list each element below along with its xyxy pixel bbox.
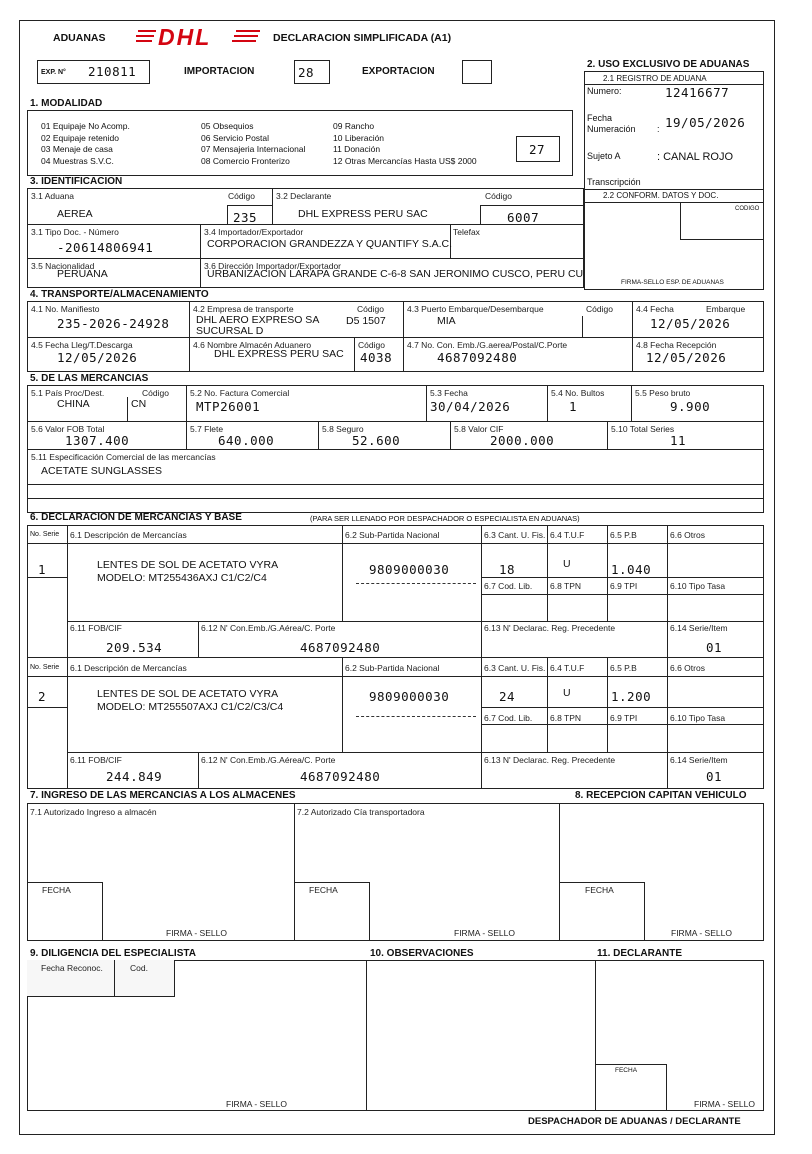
s6-note: (PARA SER LLENADO POR DESPACHADOR O ESPECIALISTA EN ADUANAS) [310,514,580,523]
s4-almacen-value: DHL EXPRESS PERU SAC [214,348,344,360]
s3-tipodoc-value: -20614806941 [57,240,154,255]
s1-opt-03: 03 Menaje de casa [41,144,113,154]
s5-bultos-label: 5.4 No. Bultos [551,388,605,398]
s6-1-declarac-label: 6.13 N' Declarac. Reg. Precedente [484,623,616,633]
exp-value: 210811 [88,64,137,79]
s5-seguro-value: 52.600 [352,433,401,448]
s6-2-otros-label: 6.6 Otros [670,663,705,673]
s1-opt-09: 09 Rancho [333,121,375,131]
s2-numero-value: 12416677 [665,85,730,100]
footer-text: DESPACHADOR DE ADUANAS / DECLARANTE [528,1116,741,1127]
s6-1-cant: 18 [499,562,516,577]
s3-aduana-value: AEREA [57,208,93,220]
s6-1-desc-label: 6.1 Descripción de Mercancías [70,530,187,540]
s6-2-tuf-label: 6.4 T.U.F [550,663,585,673]
s2-firma: FIRMA-SELLO ESP. DE ADUANAS [621,279,724,286]
s1-col1 [41,121,130,167]
s4-fecha-emb-value: 12/05/2026 [650,316,731,331]
s6-2-tuf: U [563,687,571,699]
s4-llegada-value: 12/05/2026 [57,350,138,365]
s5-title: 5. DE LAS MERCANCIAS [30,373,149,384]
s6-1-serieitem: 01 [706,640,723,655]
s6-2-declarac-label: 6.13 N' Declarac. Reg. Precedente [484,755,616,765]
exportacion-label: EXPORTACION [362,66,435,77]
s2-fecha-value: 19/05/2026 [665,115,746,130]
s1-opt-11: 11 Donación [333,144,381,154]
s6-1-desc2: MODELO: MT255436AXJ C1/C2/C4 [97,572,267,584]
s6-2-pb: 1.200 [611,689,652,704]
s6-2-tpi-label: 6.9 TPI [610,713,638,723]
s2-fecha-colon: : [657,124,660,134]
s5-fecha-value: 30/04/2026 [430,399,511,414]
s1-col3 [333,121,477,167]
s5-series-label: 5.10 Total Series [611,424,675,434]
s7-title: 7. INGRESO DE LAS MERCANCIAS A LOS ALMACENES [30,790,296,801]
s3-importador-value: CORPORACION GRANDEZZA Y QUANTIFY S.A.C. [207,238,453,250]
s4-fecha-emb-label: 4.4 Fecha [636,304,674,314]
s6-title: 6. DECLARACION DE MERCANCIAS Y BASE [30,512,242,523]
s5-series-value: 11 [670,433,687,448]
s5-espec-value: ACETATE SUNGLASSES [41,465,162,477]
s6-1-serie-label: No. Serie [30,531,60,538]
s3-declarante-codigo-label: Código [485,191,512,201]
s7-firma-3: FIRMA - SELLO [671,928,732,938]
s3-direccion-value: URBANIZACION LARAPA GRANDE C-6-8 SAN JERONIMO CUSCO, PERU CU [207,268,584,280]
s6-1-tasa-label: 6.10 Tipo Tasa [670,581,726,591]
s6-2-serie-label: No. Serie [30,664,60,671]
s5-pais-label: 5.1 País Proc/Dest. [31,388,105,398]
s4-almacen-codigo-label: Código [358,340,385,350]
s6-2-tpn-label: 6.8 TPN [550,713,582,723]
s9-firma: FIRMA - SELLO [226,1099,287,1109]
s1-opt-08: 08 Comercio Fronterizo [201,155,290,166]
s4-empresa-value1: DHL AERO EXPRESO SA [196,314,320,326]
s1-opt-12: 12 Otras Mercancías Hasta US$ 2000 [333,155,477,166]
s4-conemb-label: 4.7 No. Con. Emb./G.aerea/Postal/C.Porte [407,340,568,350]
s5-cif-label: 5.8 Valor CIF [454,424,504,434]
s6-1-pb-label: 6.5 P.B [610,530,637,540]
s6-2-tasa-label: 6.10 Tipo Tasa [670,713,726,723]
s6-2-conemb-label: 6.12 N' Con.Emb./G.Aérea/C. Porte [201,755,336,765]
s11-firma: FIRMA - SELLO [694,1099,755,1109]
s7-fecha-2: FECHA [309,885,338,895]
s6-2-serie: 2 [38,689,47,704]
s1-opt-10: 10 Liberación [333,132,385,143]
s6-1-subpartida-label: 6.2 Sub-Partida Nacional [345,530,440,540]
s3-telefax-label: Telefax [453,227,480,237]
s4-almacen-code: 4038 [360,350,393,365]
s11-fecha: FECHA [615,1067,638,1074]
s1-opt-05: 05 Obsequios [201,121,254,131]
s5-fob-value: 1307.400 [65,433,130,448]
s6-2-cant: 24 [499,689,516,704]
s1-opt-07: 07 Mensajeria Internacional [201,144,306,154]
s1-value: 27 [529,142,546,157]
dhl-logo-text: DHL [158,24,212,50]
s4-empresa-label: 4.2 Empresa de transporte [193,304,294,314]
exportacion-box [462,60,492,84]
s6-1-tuf: U [563,558,571,570]
s4-empresa-value2: SUCURSAL D [196,325,264,337]
s6-1-desc1: LENTES DE SOL DE ACETATO VYRA [97,559,279,571]
s6-2-conemb: 4687092480 [300,769,381,784]
s6-1-subpartida: 9809000030 [369,562,450,577]
s5-espec-label: 5.11 Especificación Comercial de las mercancías [31,452,216,462]
s9-cod: Cod. [130,963,148,973]
s3-tipodoc-label: 3.1 Tipo Doc. - Número [31,227,119,237]
s5-bultos-value: 1 [569,399,578,414]
s6-2-desc-label: 6.1 Descripción de Mercancías [70,663,187,673]
s6-2-serieitem: 01 [706,769,723,784]
s6-1-fobcif: 209.534 [106,640,163,655]
s3-aduana-label: 3.1 Aduana [31,191,75,201]
s1-opt-01: 01 Equipaje No Acomp. [41,121,130,131]
s2-sujeto-label: Sujeto A [587,151,621,161]
s11-title: 11. DECLARANTE [597,948,683,959]
s6-1-conemb-label: 6.12 N' Con.Emb./G.Aérea/C. Porte [201,623,336,633]
s5-fob-label: 5.6 Valor FOB Total [31,424,105,434]
s6-2-cant-label: 6.3 Cant. U. Fis. [484,663,546,673]
s4-manifiesto-value: 235-2026-24928 [57,316,170,331]
s3-nacionalidad-label: 3.5 Nacionalidad [31,261,95,271]
s4-embarque-label: Embarque [706,304,746,314]
s4-title: 4. TRANSPORTE/ALMACENAMIENTO [30,289,209,300]
s2-sujeto-value: : CANAL ROJO [657,151,733,163]
s5-codigo-label: Código [142,388,169,398]
s6-2-desc2: MODELO: MT255507AXJ C1/C2/C3/C4 [97,701,284,713]
s7-a2-label: 7.2 Autorizado Cía transportadora [297,807,425,817]
s3-importador-label: 3.4 Importador/Exportador [204,227,304,237]
s4-empresa-codigo-label: Código [357,304,384,314]
s6-1-tuf-label: 6.4 T.U.F [550,530,585,540]
s7-firma-1: FIRMA - SELLO [166,928,227,938]
s5-pais-code: CN [131,398,147,410]
s7-box [27,803,764,941]
s2-codigo: CODIGO [735,206,760,212]
s5-flete-value: 640.000 [218,433,275,448]
s6-1-conemb: 4687092480 [300,640,381,655]
s8-title: 8. RECEPCION CAPITAN VEHICULO [575,790,747,801]
s4-empresa-code: D5 1507 [346,315,386,327]
s4-recepcion-label: 4.8 Fecha Recepción [636,340,717,350]
s1-col2 [201,121,305,167]
s4-puerto-value: MIA [437,315,456,327]
s1-opt-06: 06 Servicio Postal [201,132,270,143]
s5-factura-value: MTP26001 [196,399,261,414]
form-title: DECLARACION SIMPLIFICADA (A1) [273,32,452,44]
s6-1-pb: 1.040 [611,562,652,577]
s2-title: 2. USO EXCLUSIVO DE ADUANAS [587,59,750,70]
s3-nacionalidad-value: PERUANA [57,268,108,280]
s9-fecha-reconoc: Fecha Reconoc. [41,963,103,973]
s6-1-tpi-label: 6.9 TPI [610,581,638,591]
s2-fecha-label1: Fecha [587,113,613,123]
s3-declarante-label: 3.2 Declarante [276,191,332,201]
s7-firma-2: FIRMA - SELLO [454,928,515,938]
s6-2-serieitem-label: 6.14 Serie/Item [670,755,728,765]
s5-seguro-label: 5.8 Seguro [322,424,364,434]
s2-registro: 2.1 REGISTRO DE ADUANA [603,74,707,83]
s4-puerto-codigo-label: Código [586,304,613,314]
s5-fecha-label: 5.3 Fecha [430,388,468,398]
s5-pais-value: CHINA [57,398,90,410]
exp-label: EXP. N° [41,69,66,76]
s6-2-fobcif: 244.849 [106,769,163,784]
s6-1-fobcif-label: 6.11 FOB/CIF [70,623,122,633]
s5-cif-value: 2000.000 [490,433,555,448]
s3-title: 3. IDENTIFICACION [30,176,123,187]
s5-factura-label: 5.2 No. Factura Comercial [190,388,290,398]
s4-llegada-label: 4.5 Fecha Lleg/T.Descarga [31,340,133,350]
s6-2-fobcif-label: 6.11 FOB/CIF [70,755,122,765]
s2-numero-label: Numero: [587,86,622,96]
s3-aduana-codigo-label: Código [228,191,255,201]
s3-direccion-label: 3.6 Dirección Importador/Exportador [204,261,342,271]
s5-peso-value: 9.900 [670,399,711,414]
s6-2-subpartida-label: 6.2 Sub-Partida Nacional [345,663,440,673]
s6-2-pb-label: 6.5 P.B [610,663,637,673]
s4-conemb-value: 4687092480 [437,350,518,365]
s4-recepcion-value: 12/05/2026 [646,350,727,365]
s1-opt-04: 04 Muestras S.V.C. [41,155,114,166]
s4-almacen-label: 4.6 Nombre Almacén Aduanero [193,340,312,350]
s1-title: 1. MODALIDAD [30,98,103,109]
s2-transcripcion-label: Transcripción [587,177,641,187]
s6-1-otros-label: 6.6 Otros [670,530,705,540]
s6-1-codlib-label: 6.7 Cod. Lib. [484,581,533,591]
importacion-value: 28 [298,65,315,80]
s4-puerto-label: 4.3 Puerto Embarque/Desembarque [407,304,544,314]
s5-flete-label: 5.7 Flete [190,424,224,434]
s9-title: 9. DILIGENCIA DEL ESPECIALISTA [30,948,196,959]
s2-conform: 2.2 CONFORM. DATOS Y DOC. [603,191,719,200]
s7-a1-label: 7.1 Autorizado Ingreso a almacén [30,807,157,817]
s3-declarante-value: DHL EXPRESS PERU SAC [298,208,428,220]
s6-1-serie: 1 [38,562,47,577]
s6-1-cant-label: 6.3 Cant. U. Fis. [484,530,546,540]
s10-title: 10. OBSERVACIONES [370,948,474,959]
s3-declarante-code: 6007 [507,210,540,225]
s1-opt-02: 02 Equipaje retenido [41,132,119,143]
s7-fecha-1: FECHA [42,885,71,895]
importacion-label: IMPORTACION [184,66,255,77]
s6-2-codlib-label: 6.7 Cod. Lib. [484,713,533,723]
s3-aduana-code: 235 [233,210,258,225]
s6-1-tpn-label: 6.8 TPN [550,581,582,591]
s6-2-desc1: LENTES DE SOL DE ACETATO VYRA [97,688,279,700]
dhl-logo [136,24,260,50]
s2-fecha-label2: Numeración [587,124,636,134]
s5-peso-label: 5.5 Peso bruto [635,388,691,398]
aduanas-label: ADUANAS [53,32,106,44]
s6-1-serieitem-label: 6.14 Serie/Item [670,623,728,633]
s4-manifiesto-label: 4.1 No. Manifiesto [31,304,100,314]
s6-2-subpartida: 9809000030 [369,689,450,704]
s7-fecha-3: FECHA [585,885,614,895]
